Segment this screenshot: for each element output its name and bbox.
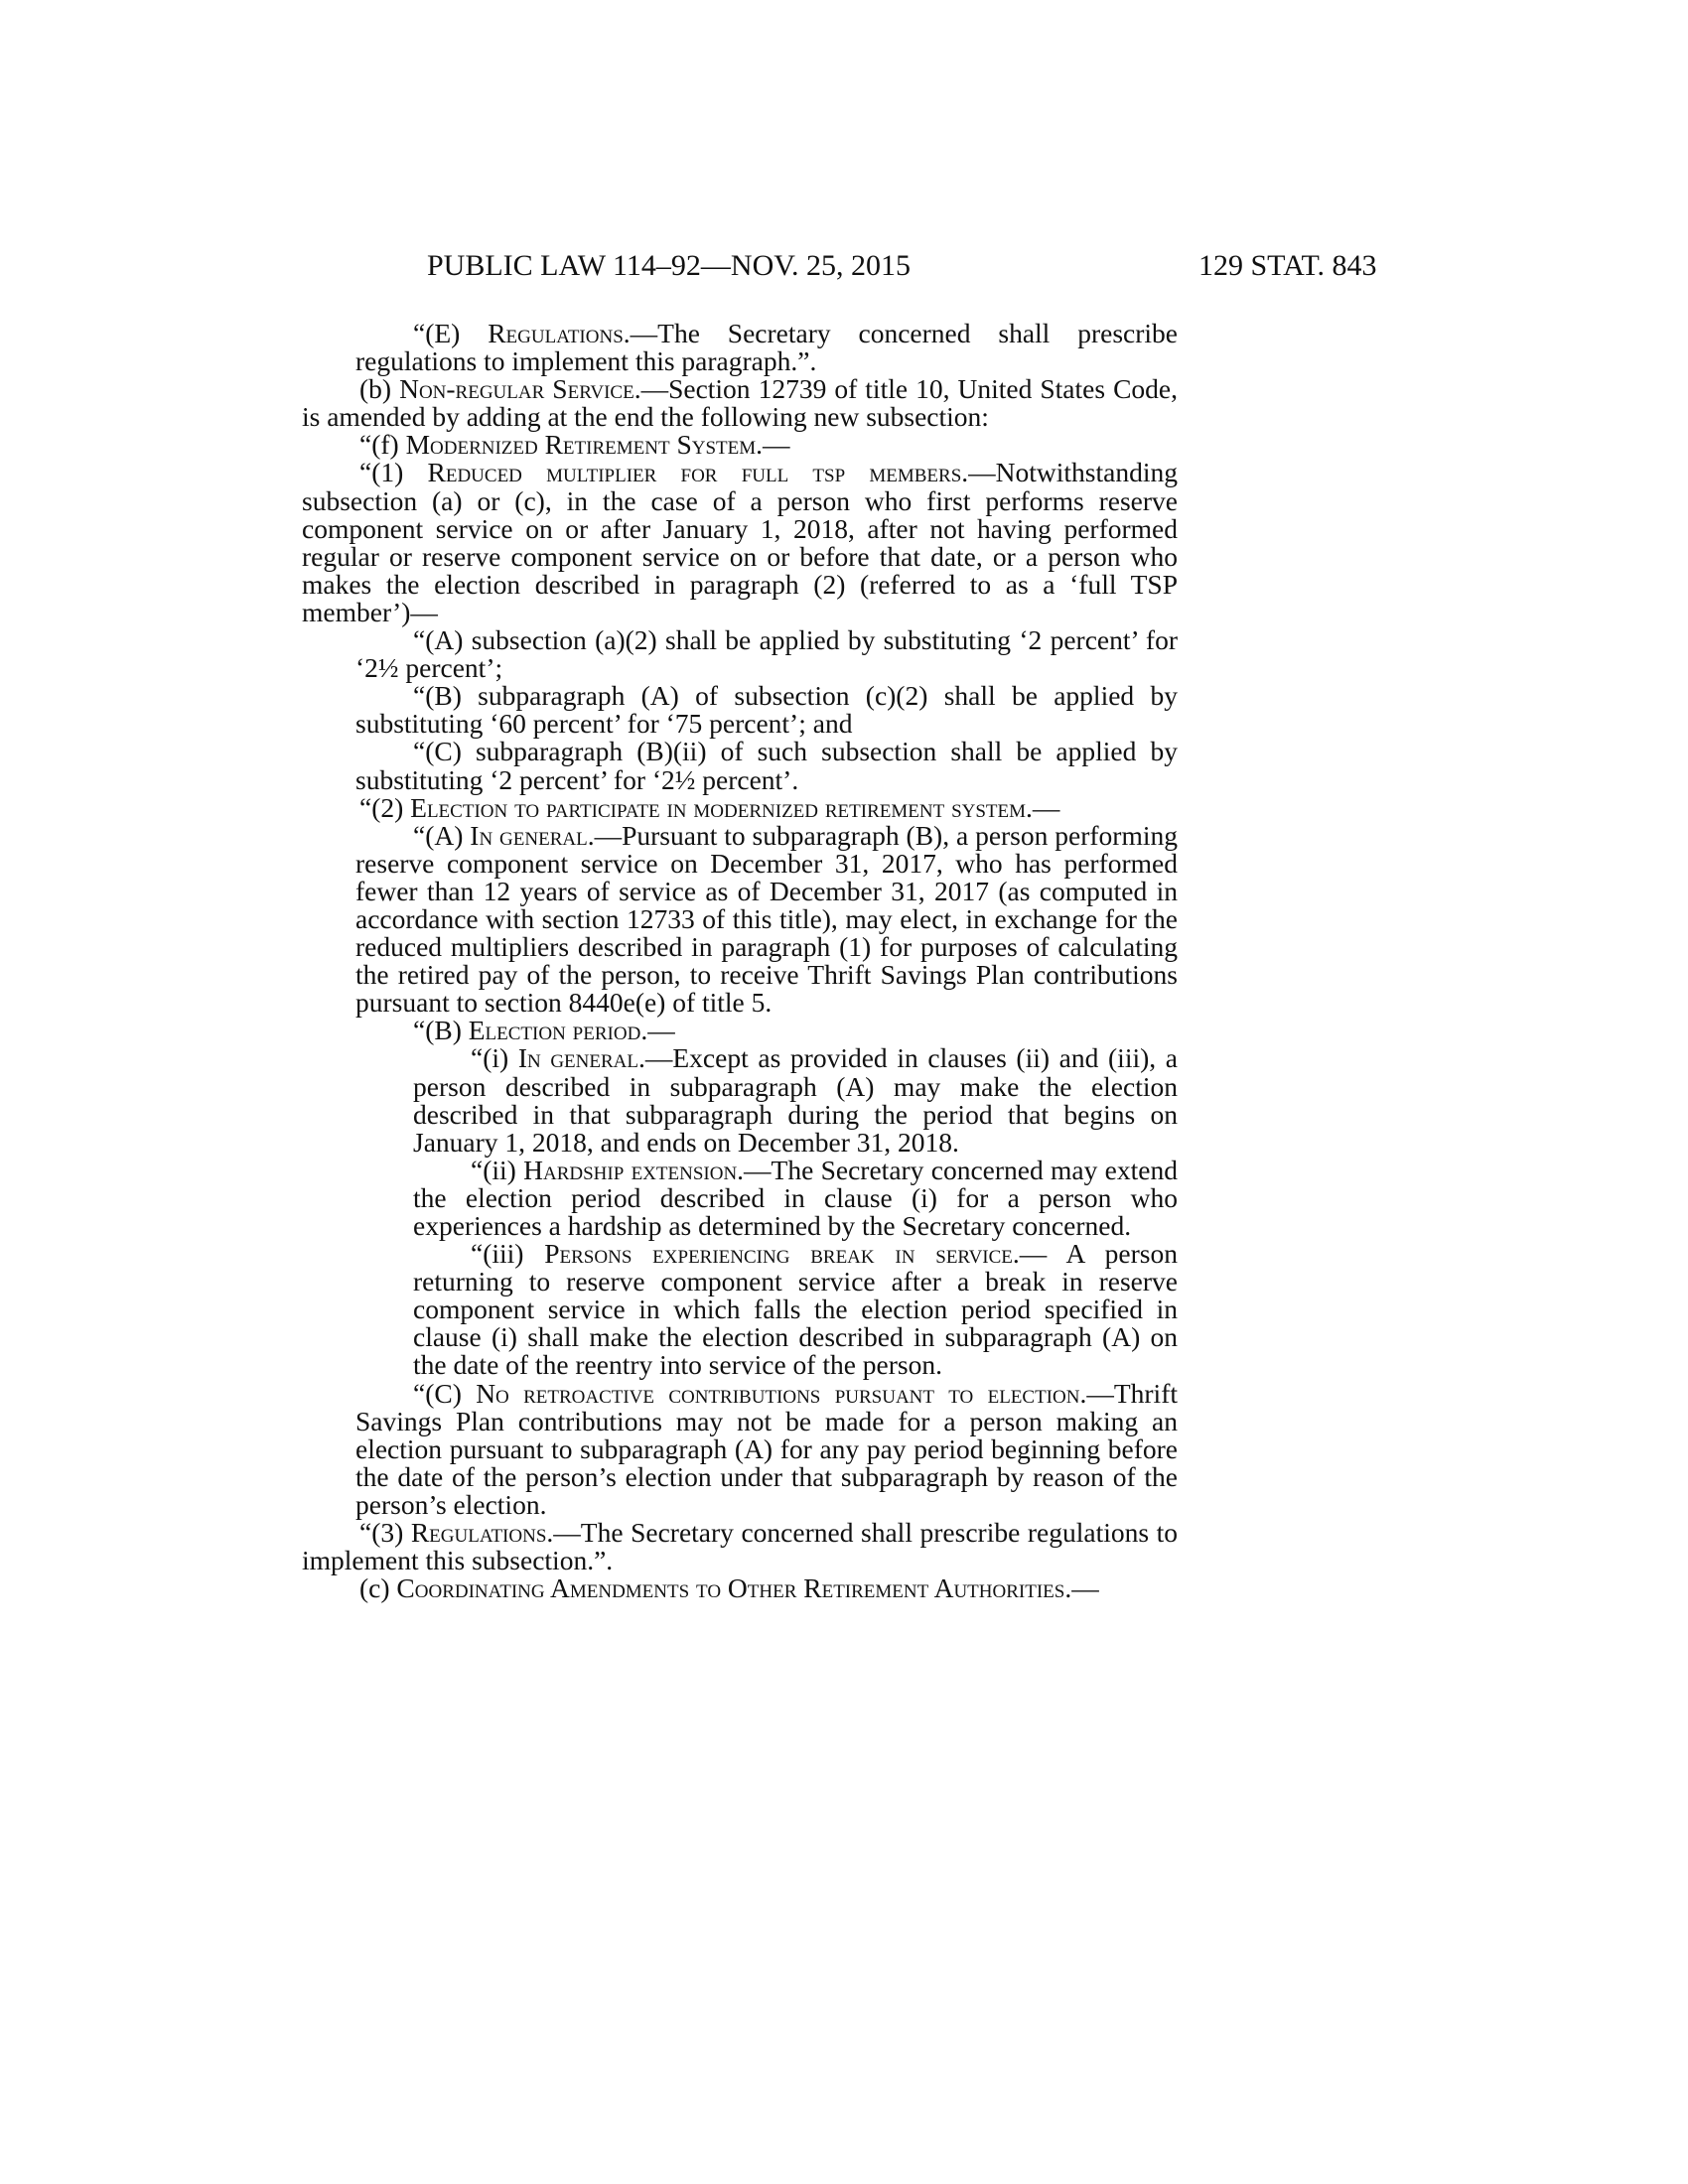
page-number-stat: 129 STAT. 843: [1198, 249, 1377, 282]
paragraph-f2b-election-period: “(B) Election period.—: [413, 1015, 675, 1046]
paragraph-f2biii-break-in-service: “(iii) Persons experiencing break in service.— A person returning to reserve component service after a break in reserve component service in which falls the election period specified in clause (i) shall make the election described in subparagraph (A) on the date of the reentry into service of the person.: [413, 1238, 1178, 1381]
paragraph-f1-reduced-multiplier: “(1) Reduced multiplier for full tsp members.—Notwithstanding subsection (a) or (c), in the case of a person who first performs reserve component service on or after January 1, 2018, after not having performed regular or reserve component service on or before that date, or a person who makes the election described in paragraph (2) (referred to as a ‘full TSP member’)—: [302, 457, 1178, 627]
paragraph-f1c: “(C) subparagraph (B)(ii) of such subsection shall be applied by substituting ‘2 percent’ for ‘2½ percent’.: [355, 736, 1178, 795]
paragraph-f2bii-hardship: “(ii) Hardship extension.—The Secretary concerned may extend the election period described in clause (i) for a person who experiences a hardship as determined by the Secretary concerned.: [413, 1154, 1178, 1241]
running-head-title: PUBLIC LAW 114–92—NOV. 25, 2015: [427, 249, 912, 282]
paragraph-f2a-in-general: “(A) In general.—Pursuant to subparagraph (B), a person performing reserve component service on December 31, 2017, who has performed fewer than 12 years of service as of December 31, 2017 (as computed in accordance with section 12733 of this title), may elect, in exchange for the reduced multipliers described in paragraph (1) for purposes of calculating the retired pay of the person, to receive Thrift Savings Plan contributions pursuant to section 8440e(e) of title 5.: [355, 819, 1178, 1019]
paragraph-f2bi-in-general: “(i) In general.—Except as provided in clauses (ii) and (iii), a person described in subparagraph (A) may make the election described in that subparagraph during the period that begins on January 1, 2018, and ends on December 31, 2018.: [413, 1042, 1178, 1158]
paragraph-f1a: “(A) subsection (a)(2) shall be applied by substituting ‘2 percent’ for ‘2½ percent’;: [355, 624, 1178, 684]
paragraph-f2c-no-retroactive: “(C) No retroactive contributions pursuant to election.—Thrift Savings Plan contributions may not be made for a person making an election pursuant to subparagraph (A) for any pay period beginning before the date of the person’s election under that subparagraph by reason of the person’s election.: [355, 1377, 1178, 1520]
paragraph-f1b: “(B) subparagraph (A) of subsection (c)(2) shall be applied by substituting ‘60 percent’ for ‘75 percent’; and: [355, 680, 1178, 740]
paragraph-f2-election: “(2) Election to participate in modernized retirement system.—: [359, 791, 1060, 823]
paragraph-c-coordinating-amendments: (c) Coordinating Amendments to Other Retirement Authorities.—: [359, 1572, 1099, 1604]
document-body: [302, 320, 1178, 1602]
paragraph-b-non-regular-service: (b) Non-regular Service.—Section 12739 of title 10, United States Code, is amended by adding at the end the following new subsection:: [302, 373, 1178, 433]
paragraph-f3-regulations: “(3) Regulations.—The Secretary concerned shall prescribe regulations to implement this subsection.”.: [302, 1517, 1178, 1576]
paragraph-f-heading: “(f) Modernized Retirement System.—: [359, 429, 790, 461]
paragraph-e-regulations: “(E) Regulations.—The Secretary concerned shall prescribe regulations to implement this paragraph.”.: [355, 318, 1178, 377]
